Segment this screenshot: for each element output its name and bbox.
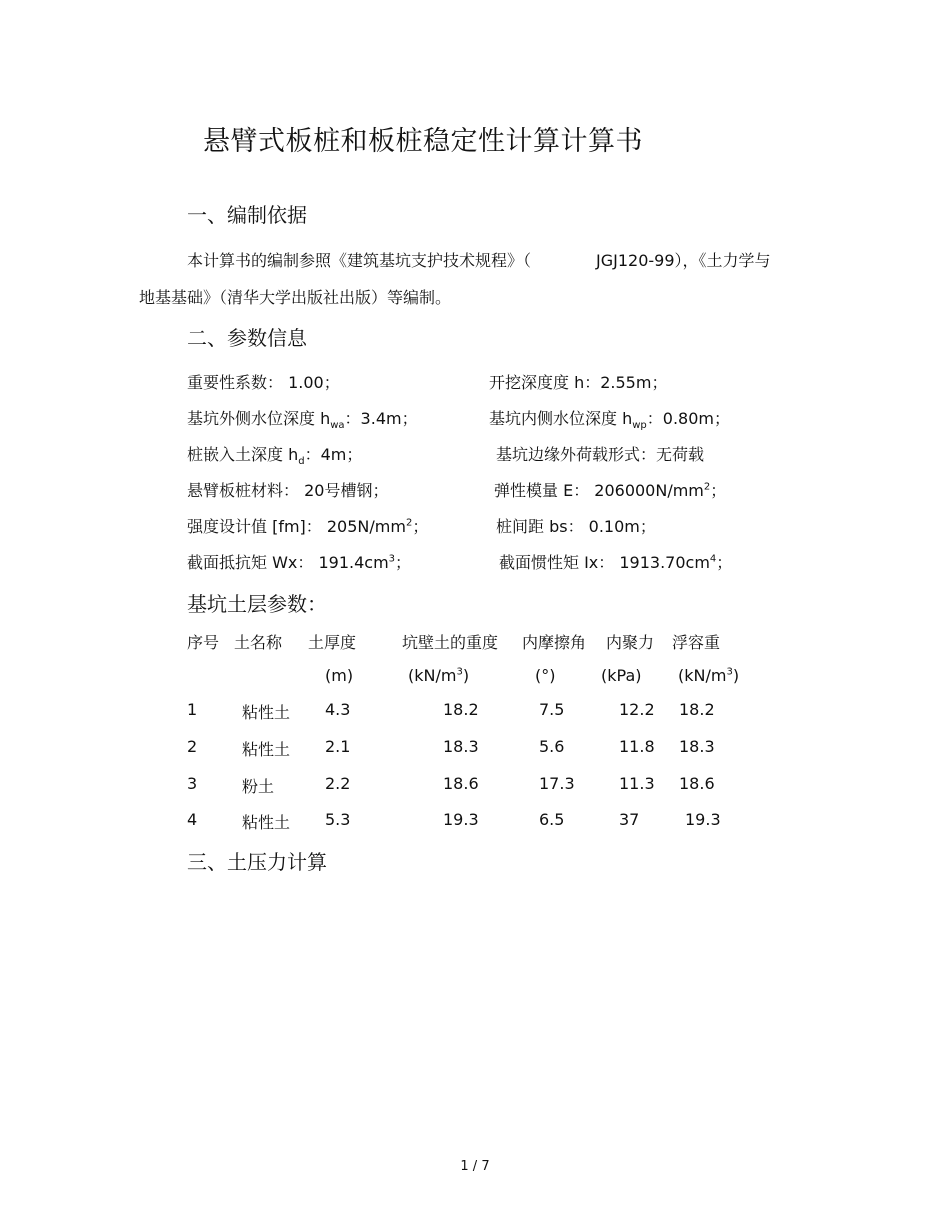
table-row-2-thickness: 2.1 [325,737,351,756]
table-row-2-unit-weight: 18.3 [443,737,479,756]
section-heading-params: 二、参数信息 [187,326,307,350]
table-unit-friction-angle: (°) [535,666,556,685]
param-outer-water: 基坑外侧水位深度 $h_{wa}$：3.4m； [187,409,418,432]
table-row-3-thickness: 2.2 [325,774,351,793]
table-row-3-index: 3 [187,774,198,793]
table-row-1-unit-weight: 18.2 [443,700,479,719]
table-row-2-cohesion: 11.8 [619,737,655,756]
table-row-4-index: 4 [187,810,198,829]
table-row-4-soil: 粘性土 [242,813,291,832]
table-row-1-thickness: 4.3 [325,700,351,719]
param-strength: 强度设计值 [fm]： $205N/mm^2$； [187,517,429,536]
table-row-2-index: 2 [187,737,198,756]
table-row-1-buoyant-weight: 18.2 [679,700,715,719]
param-section-modulus: 截面抵抗矩 Wx： $191.4cm^3$； [187,553,412,572]
soil-params-heading: 基坑土层参数： [187,592,327,616]
table-row-3-cohesion: 11.3 [619,774,655,793]
document-title: 悬臂式板桩和板桩稳定性计算计算书 [203,126,643,157]
section-heading-basis: 一、编制依据 [187,203,307,227]
table-row-4-unit-weight: 19.3 [443,810,479,829]
page-number: 1 / 7 [460,1159,490,1174]
table-row-1-cohesion: 12.2 [619,700,655,719]
param-embed-depth: 桩嵌入土深度 $h_d$：4m； [187,445,363,468]
param-moment-inertia: 截面惯性矩 Ix： $1913.70cm^4$； [499,553,733,572]
table-unit-cohesion: (kPa) [601,666,642,685]
table-row-2-soil: 粘性土 [242,740,291,759]
table-unit-buoyant-weight: $(kN/m^3)$ [678,666,740,685]
basis-text-line2: 地基基础》（清华大学出版社出版）等编制。 [139,288,452,307]
table-row-2-friction-angle: 5.6 [539,737,565,756]
table-header-cohesion: 内聚力 [606,633,655,652]
table-row-3-friction-angle: 17.3 [539,774,575,793]
basis-text-line1a: 本计算书的编制参照《建筑基坑支护技术规程》（ [187,251,532,270]
param-excavation-depth: 开挖深度度 h：2.55m； [489,373,668,392]
param-spacing: 桩间距 bs： 0.10m； [496,517,656,536]
table-unit-thickness: (m) [325,666,354,685]
section-heading-earth-pressure: 三、土压力计算 [187,850,327,874]
table-header-unit-weight: 坑壁土的重度 [402,633,499,652]
param-importance: 重要性系数： 1.00； [187,373,340,392]
table-row-4-thickness: 5.3 [325,810,351,829]
param-inner-water: 基坑内侧水位深度 $h_{wp}$：0.80m； [489,409,730,432]
table-row-4-cohesion: 37 [619,810,640,829]
param-material: 悬臂板桩材料： 20号槽钢； [187,481,389,500]
table-row-3-buoyant-weight: 18.6 [679,774,715,793]
table-header-buoyant-weight: 浮容重 [672,633,721,652]
table-row-3-soil: 粉土 [242,777,275,796]
table-row-1-index: 1 [187,700,198,719]
table-header-index: 序号 [187,633,220,652]
param-load-form: 基坑边缘外荷载形式：无荷载 [496,445,705,464]
table-row-2-buoyant-weight: 18.3 [679,737,715,756]
table-header-thickness: 土厚度 [308,633,357,652]
table-row-4-friction-angle: 6.5 [539,810,565,829]
table-header-friction-angle: 内摩擦角 [522,633,587,652]
basis-text-line1b: JGJ120-99），《土力学与 [596,251,771,270]
table-row-3-unit-weight: 18.6 [443,774,479,793]
table-row-1-soil: 粘性土 [242,703,291,722]
table-unit-unit-weight: $(kN/m^3)$ [408,666,470,685]
table-row-4-buoyant-weight: 19.3 [685,810,721,829]
param-modulus: 弹性模量 E： $206000N/mm^2$； [494,481,727,500]
table-row-1-friction-angle: 7.5 [539,700,565,719]
table-header-soil-name: 土名称 [234,633,283,652]
